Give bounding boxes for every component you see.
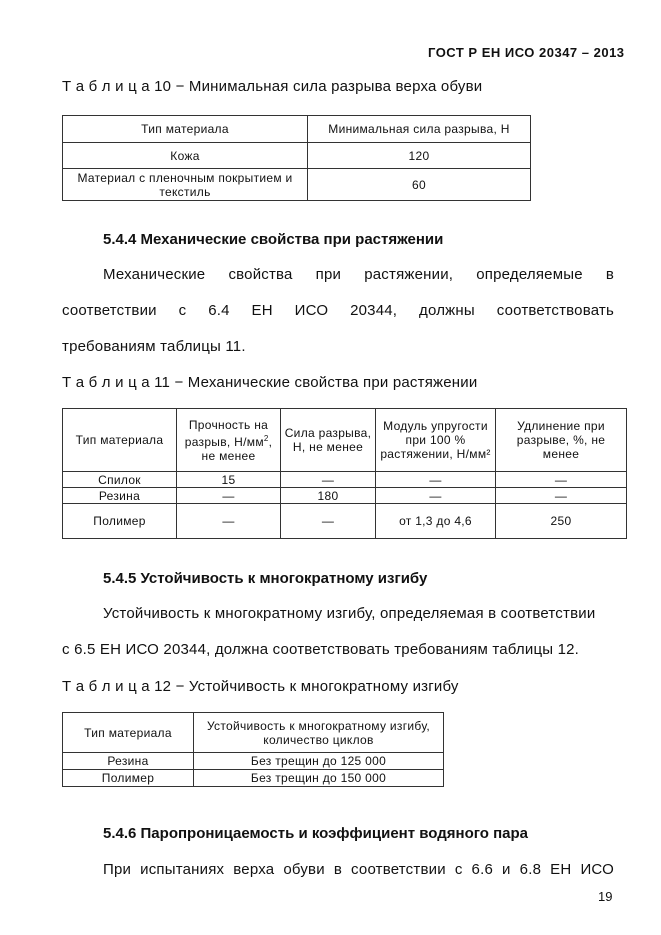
table-cell: Резина [63, 488, 177, 504]
table-row [63, 472, 627, 488]
table10 [62, 115, 531, 201]
table-cell: — [376, 472, 496, 488]
table-cell: — [496, 488, 627, 504]
table-header-row [63, 116, 531, 143]
table-header-cell: Удлинение при разрыве, %, не менее [496, 409, 627, 472]
table-cell: 15 [177, 472, 281, 488]
table-row [63, 770, 444, 787]
table-cell: Материал с пленочным покрытием и текстиль [63, 169, 308, 201]
table-header-cell: Минимальная сила разрыва, Н [308, 116, 531, 143]
paragraph-line: с 6.5 ЕН ИСО 20344, должна соответствовать требованиям таблицы 12. [62, 641, 580, 658]
section-heading-544: 5.4.4 Механические свойства при растяжении [103, 231, 444, 248]
table11 [62, 408, 627, 539]
table-cell: 120 [308, 143, 531, 169]
table-cell: от 1,3 до 4,6 [376, 504, 496, 539]
section-heading-545: 5.4.5 Устойчивость к многократному изгибу [103, 570, 428, 587]
table11-caption: Т а б л и ц а 11 − Механические свойства при растяжении [62, 374, 478, 391]
table-cell: — [281, 504, 376, 539]
table-cell: 60 [308, 169, 531, 201]
table-cell: — [177, 488, 281, 504]
paragraph-line: Устойчивость к многократному изгибу, определяемая в соответствии [103, 605, 596, 622]
table-cell: Полимер [63, 504, 177, 539]
table-row [63, 488, 627, 504]
table-header-cell: Устойчивость к многократному изгибу, количество циклов [194, 713, 444, 753]
table-header-cell: Тип материала [63, 116, 308, 143]
table-cell: 250 [496, 504, 627, 539]
table-header-cell: Тип материала [63, 713, 194, 753]
table-cell: — [496, 472, 627, 488]
table-cell: Резина [63, 753, 194, 770]
paragraph-line: требованиям таблицы 11. [62, 338, 246, 355]
table-cell: Без трещин до 125 000 [194, 753, 444, 770]
table-cell: Без трещин до 150 000 [194, 770, 444, 787]
table-row [63, 143, 531, 169]
table-header-cell: Модуль упругости при 100 % растяжении, Н/мм² [376, 409, 496, 472]
table-header-cell: Тип материала [63, 409, 177, 472]
paragraph-line: Механические свойства при растяжении, определяемые в [103, 266, 614, 283]
paragraph-line: При испытаниях верха обуви в соответствии с 6.6 и 6.8 ЕН ИСО [103, 861, 614, 878]
table-cell: Спилок [63, 472, 177, 488]
table-row [63, 504, 627, 539]
table-header-row [63, 713, 444, 753]
table-cell: Полимер [63, 770, 194, 787]
table-row [63, 753, 444, 770]
table12 [62, 712, 444, 787]
page-number: 19 [598, 889, 613, 904]
table-cell: — [281, 472, 376, 488]
table-header-row [63, 409, 627, 472]
table-cell: Кожа [63, 143, 308, 169]
table-cell: — [177, 504, 281, 539]
table-row [63, 169, 531, 201]
table-cell: — [376, 488, 496, 504]
table-header-cell: Сила разрыва, Н, не менее [281, 409, 376, 472]
table12-caption: Т а б л и ц а 12 − Устойчивость к многократному изгибу [62, 678, 459, 695]
table-header-cell: Прочность на разрыв, $Н/мм^2$, не менее [177, 409, 281, 472]
document-code: ГОСТ Р ЕН ИСО 20347 – 2013 [428, 45, 625, 60]
paragraph-line: соответствии с 6.4 ЕН ИСО 20344, должны соответствовать [62, 302, 614, 319]
table-cell: 180 [281, 488, 376, 504]
table10-caption: Т а б л и ц а 10 − Минимальная сила разрыва верха обуви [62, 78, 483, 95]
section-heading-546: 5.4.6 Паропроницаемость и коэффициент водяного пара [103, 825, 529, 842]
